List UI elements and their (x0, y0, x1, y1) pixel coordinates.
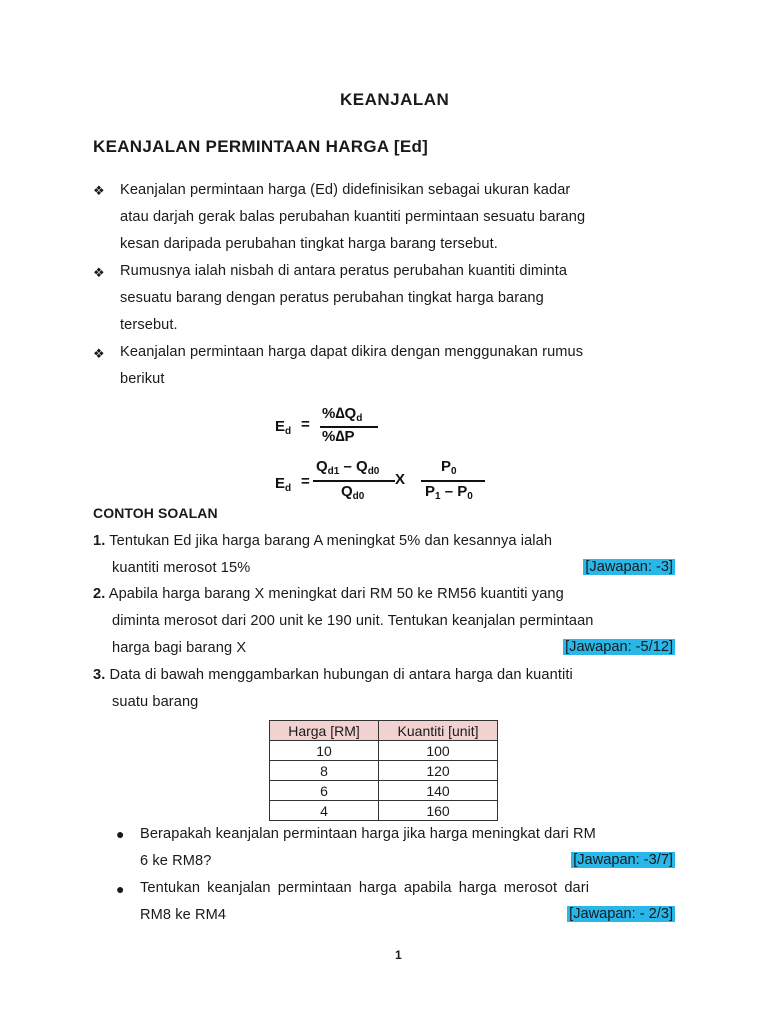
question-number: 2 (93, 586, 102, 602)
table-cell: 8 (270, 761, 379, 781)
table-header-row (270, 721, 498, 741)
question-line: kuantiti merosot 15% (112, 560, 251, 576)
formula-numerator-1: $Q_{d1} - Q_{d0}$ (316, 458, 380, 477)
formula-equals: = (301, 416, 310, 433)
question-line: diminta merosot dari 200 unit ke 190 unit. Tentukan keanjalan permintaan (112, 613, 594, 629)
sub-question-line: Tentukan keanjalan permintaan harga apabila harga merosot dari (140, 880, 590, 896)
bullet-dot-icon: ● (116, 881, 125, 897)
page-title: KEANJALAN (340, 90, 450, 109)
sub-question-line: Berapakah keanjalan permintaan harga jika harga meningkat dari RM (140, 826, 596, 842)
table-row (270, 801, 498, 821)
sub-question-line: 6 ke RM8? (140, 853, 212, 869)
formula-ed-midpoint (275, 458, 515, 508)
bullet-line: sesuatu barang dengan peratus perubahan tingkat harga barang (120, 290, 544, 306)
bullet-line: Keanjalan permintaan harga (Ed) didefinisikan sebagai ukuran kadar (120, 182, 571, 198)
table-cell: 4 (270, 801, 379, 821)
question-2: 2. Apabila harga barang X meningkat dari RM 50 ke RM56 kuantiti yang (93, 586, 564, 602)
diamond-bullet-icon: ❖ (93, 183, 105, 198)
bullet-line: Keanjalan permintaan harga dapat dikira dengan menggunakan rumus (120, 344, 584, 360)
answer-badge: [Jawapan: -3/7] (573, 852, 673, 868)
formula-denominator-1: $Q_{d0}$ (341, 483, 365, 502)
bullet-line: berikut (120, 371, 165, 387)
fraction-bar (313, 480, 395, 482)
formula-ed-percent (275, 405, 395, 455)
section-heading: KEANJALAN PERMINTAAN HARGA [Ed] (93, 137, 429, 156)
table-cell: 10 (270, 741, 379, 761)
formula-times: X (395, 471, 406, 488)
examples-heading: CONTOH SOALAN (93, 505, 218, 521)
table-header: Kuantiti [unit] (379, 721, 498, 741)
formula-denominator-2: $P_1 - P_0$ (425, 483, 473, 502)
table-cell: 140 (379, 781, 498, 801)
table-cell: 100 (379, 741, 498, 761)
formula-denominator: %∆P (322, 428, 355, 445)
fraction-bar (421, 480, 485, 482)
table-cell: 6 (270, 781, 379, 801)
formula-lhs: $E_d$ (275, 475, 292, 494)
diamond-bullet-icon: ❖ (93, 346, 105, 361)
table-row (270, 761, 498, 781)
table-row (270, 741, 498, 761)
diamond-bullet-icon: ❖ (93, 265, 105, 280)
question-line: harga bagi barang X (112, 640, 247, 656)
bullet-line: Rumusnya ialah nisbah di antara peratus perubahan kuantiti diminta (120, 263, 568, 279)
bullet-dot-icon: ● (116, 826, 125, 842)
bullet-line: atau darjah gerak balas perubahan kuantiti permintaan sesuatu barang (120, 209, 586, 225)
table-cell: 120 (379, 761, 498, 781)
question-number: 1 (93, 533, 102, 549)
formula-lhs: $E_d$ (275, 418, 292, 437)
question-1: 1. Tentukan Ed jika harga barang A meningkat 5% dan kesannya ialah (93, 533, 553, 549)
table-header: Harga [RM] (270, 721, 379, 741)
answer-badge: [Jawapan: - 2/3] (569, 906, 673, 922)
sub-question-line: RM8 ke RM4 (140, 907, 227, 923)
page-number: 1 (395, 948, 402, 962)
formula-numerator-2: $P_0$ (441, 458, 457, 477)
table-row (270, 781, 498, 801)
question-number: 3 (93, 667, 102, 683)
bullet-line: kesan daripada perubahan tingkat harga barang tersebut. (120, 236, 498, 252)
answer-badge: [Jawapan: -3] (585, 559, 673, 575)
table-cell: 160 (379, 801, 498, 821)
price-quantity-table (269, 720, 498, 821)
question-line: suatu barang (112, 694, 199, 710)
formula-equals: = (301, 473, 310, 490)
question-3: 3. Data di bawah menggambarkan hubungan di antara harga dan kuantiti (93, 667, 573, 683)
answer-badge: [Jawapan: -5/12] (565, 639, 673, 655)
bullet-line: tersebut. (120, 317, 178, 333)
formula-numerator: $\%\Delta Q_d$ (322, 405, 363, 424)
